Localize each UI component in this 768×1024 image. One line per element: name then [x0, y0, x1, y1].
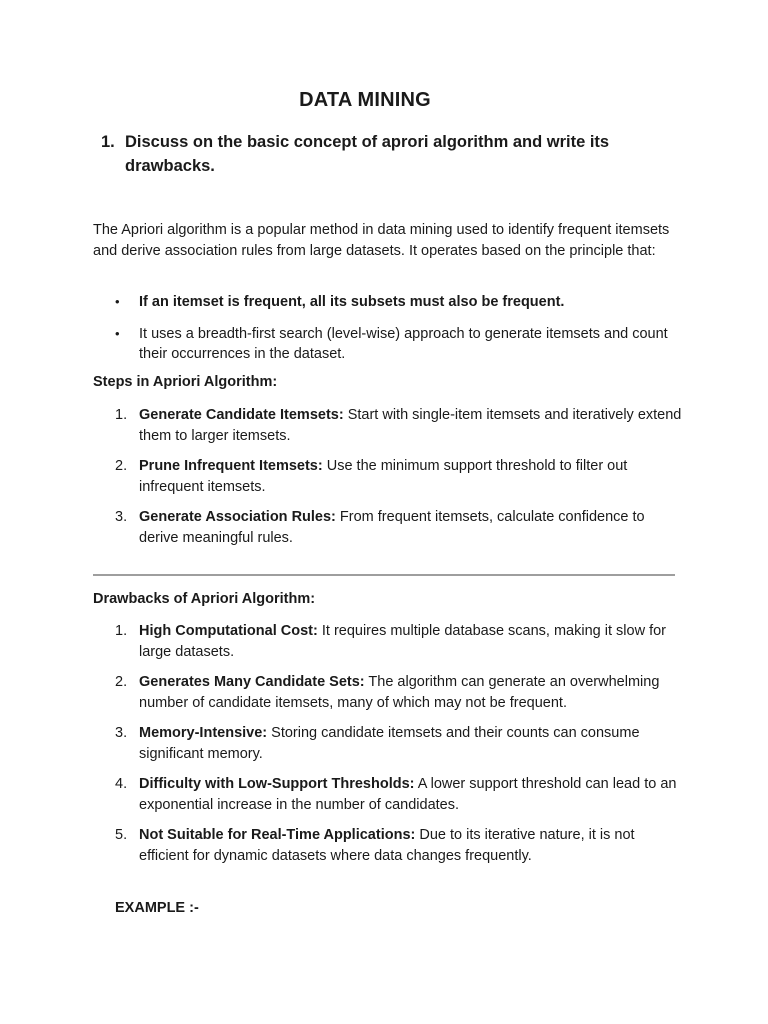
- principles-list: [93, 292, 683, 365]
- drawback-bold: High Computational Cost:: [139, 623, 318, 639]
- step-text: Start with single-item itemsets and iteratively extend them to larger itemsets.: [139, 407, 682, 444]
- principle-item: [93, 292, 683, 313]
- bullet-icon: •: [115, 325, 120, 341]
- drawback-text: A lower support threshold can lead to an exponential increase in the number of candidates.: [139, 776, 677, 813]
- drawback-text: It requires multiple database scans, making it slow for large datasets.: [139, 623, 666, 660]
- step-text: Use the minimum support threshold to filter out infrequent itemsets.: [139, 458, 628, 495]
- drawback-text: Due to its iterative nature, it is not efficient for dynamic datasets where data changes frequently.: [139, 827, 635, 864]
- step-item: [93, 456, 683, 497]
- principle-bold: If an itemset is frequent, all its subsets must also be frequent.: [139, 294, 565, 310]
- drawbacks-heading: Drawbacks of Apriori Algorithm:: [93, 591, 316, 607]
- question-text: Discuss on the basic concept of aprori algorithm and write its drawbacks.: [125, 133, 610, 175]
- step-number: 1.: [115, 407, 128, 423]
- drawback-text: The algorithm can generate an overwhelming number of candidate itemsets, many of which may not be frequent.: [139, 674, 660, 711]
- intro-paragraph: The Apriori algorithm is a popular method in data mining used to identify frequent itemsets and derive association rules from large datasets. It operates based on the principle that:: [93, 222, 670, 259]
- drawback-number: 3.: [115, 725, 128, 741]
- drawback-bold: Generates Many Candidate Sets:: [139, 674, 365, 690]
- steps-list: [93, 405, 683, 548]
- steps-heading: Steps in Apriori Algorithm:: [93, 374, 278, 390]
- example-label: EXAMPLE :-: [115, 900, 199, 916]
- step-number: 3.: [115, 509, 128, 525]
- horizontal-rule: [93, 574, 675, 576]
- drawback-number: 2.: [115, 674, 128, 690]
- step-number: 2.: [115, 458, 128, 474]
- step-bold: Generate Candidate Itemsets:: [139, 407, 344, 423]
- page-title: DATA MINING: [299, 89, 431, 111]
- drawback-item: [93, 825, 683, 866]
- drawback-number: 5.: [115, 827, 128, 843]
- question-number: 1.: [101, 133, 115, 151]
- step-text: From frequent itemsets, calculate confidence to derive meaningful rules.: [139, 509, 645, 546]
- step-item: [93, 507, 683, 548]
- principle-item: [93, 324, 683, 365]
- question: [101, 130, 661, 178]
- drawback-number: 4.: [115, 776, 128, 792]
- step-bold: Prune Infrequent Itemsets:: [139, 458, 323, 474]
- drawback-item: [93, 723, 683, 764]
- drawback-item: [93, 672, 683, 713]
- drawback-bold: Difficulty with Low-Support Thresholds:: [139, 776, 415, 792]
- drawback-item: [93, 774, 683, 815]
- drawback-bold: Not Suitable for Real-Time Applications:: [139, 827, 416, 843]
- step-bold: Generate Association Rules:: [139, 509, 336, 525]
- drawback-number: 1.: [115, 623, 128, 639]
- drawbacks-list: [93, 621, 683, 866]
- drawback-text: Storing candidate itemsets and their counts can consume significant memory.: [139, 725, 640, 762]
- step-item: [93, 405, 683, 446]
- drawback-item: [93, 621, 683, 662]
- drawback-bold: Memory-Intensive:: [139, 725, 268, 741]
- bullet-icon: •: [115, 294, 120, 309]
- principle-text: It uses a breadth-first search (level-wise) approach to generate itemsets and count their occurrences in the dataset.: [139, 325, 668, 362]
